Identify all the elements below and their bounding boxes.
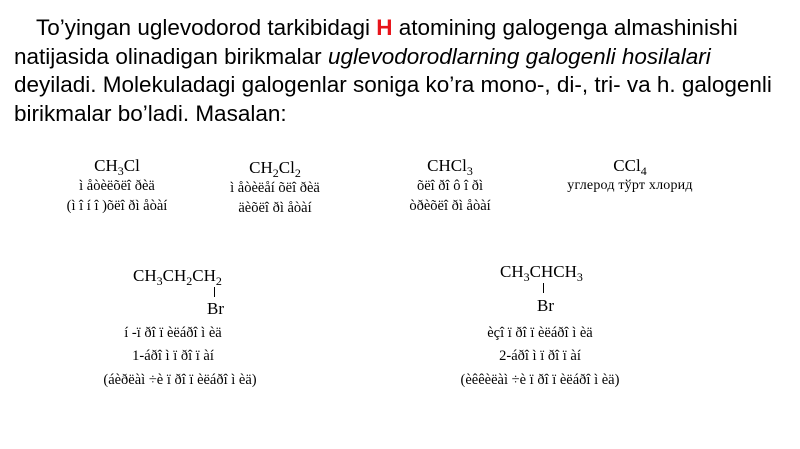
para-text-1: To’yingan uglevodorod tarkibidagi xyxy=(36,15,377,40)
bond-line xyxy=(214,287,215,297)
name-line: углерод тўрт хлорид xyxy=(567,178,693,193)
compound-dichloromethane xyxy=(190,158,360,218)
name-line: èçî ï ðî ï èëáðî ì èä xyxy=(487,325,593,341)
name-line: 1-áðî ì ï ðî ï àí xyxy=(132,348,214,364)
bromine-label: Br xyxy=(537,296,554,315)
formula: CCl$_4$ xyxy=(613,156,647,178)
name-line: 2-áðî ì ï ðî ï àí xyxy=(499,348,581,364)
italic-term: uglevodorodlarning galogenli hosilalari xyxy=(327,43,711,69)
name-line: (ì î í î )õëî ðì åòàí xyxy=(66,198,168,214)
name-line: (èêêèëàì ÷è ï ðî ï èëáðî ì èä) xyxy=(460,372,620,388)
para-text-3: deyiladi. Molekuladagi galogenlar soniga ko’ra mono-, di-, tri- va h. galogenli birikmalar bo’ladi. Masalan: xyxy=(14,72,772,126)
formula: $CH_3CHCH_3$ xyxy=(500,262,583,284)
name-line: ì åòèëõëî ðèä xyxy=(79,178,155,194)
name-line: ì åòèëåí õëî ðèä xyxy=(230,180,320,196)
hydrogen-highlight: H xyxy=(376,15,393,40)
name-line: (áèðëàì ÷è ï ðî ï èëáðî ì èä) xyxy=(103,372,257,388)
compound-chloroform xyxy=(380,156,520,216)
formula: $CH_3CH_2CH_2$ xyxy=(133,266,222,288)
formula: CHCl$_3$ xyxy=(427,156,473,178)
name-line: òðèõëî ðì åòàí xyxy=(409,198,491,214)
name-line: õëî ðî ô î ðì xyxy=(416,178,484,194)
para-text-2: atomining galogenga almashinishi natijasida olinadigan birikmalar xyxy=(14,15,738,69)
bond-line xyxy=(543,283,544,293)
compound-chloromethane xyxy=(22,156,212,216)
compound-carbon-tetrachloride xyxy=(540,156,720,196)
intro-paragraph xyxy=(14,14,794,128)
formula: $CH_2Cl_2$ xyxy=(249,158,301,180)
name-line: í -ï ðî ï èëáðî ì èä xyxy=(124,325,222,341)
bromine-label: Br xyxy=(207,299,224,318)
name-line: äèõëî ðì åòàí xyxy=(238,200,312,216)
formula: $CH_3Cl$ xyxy=(94,156,140,178)
